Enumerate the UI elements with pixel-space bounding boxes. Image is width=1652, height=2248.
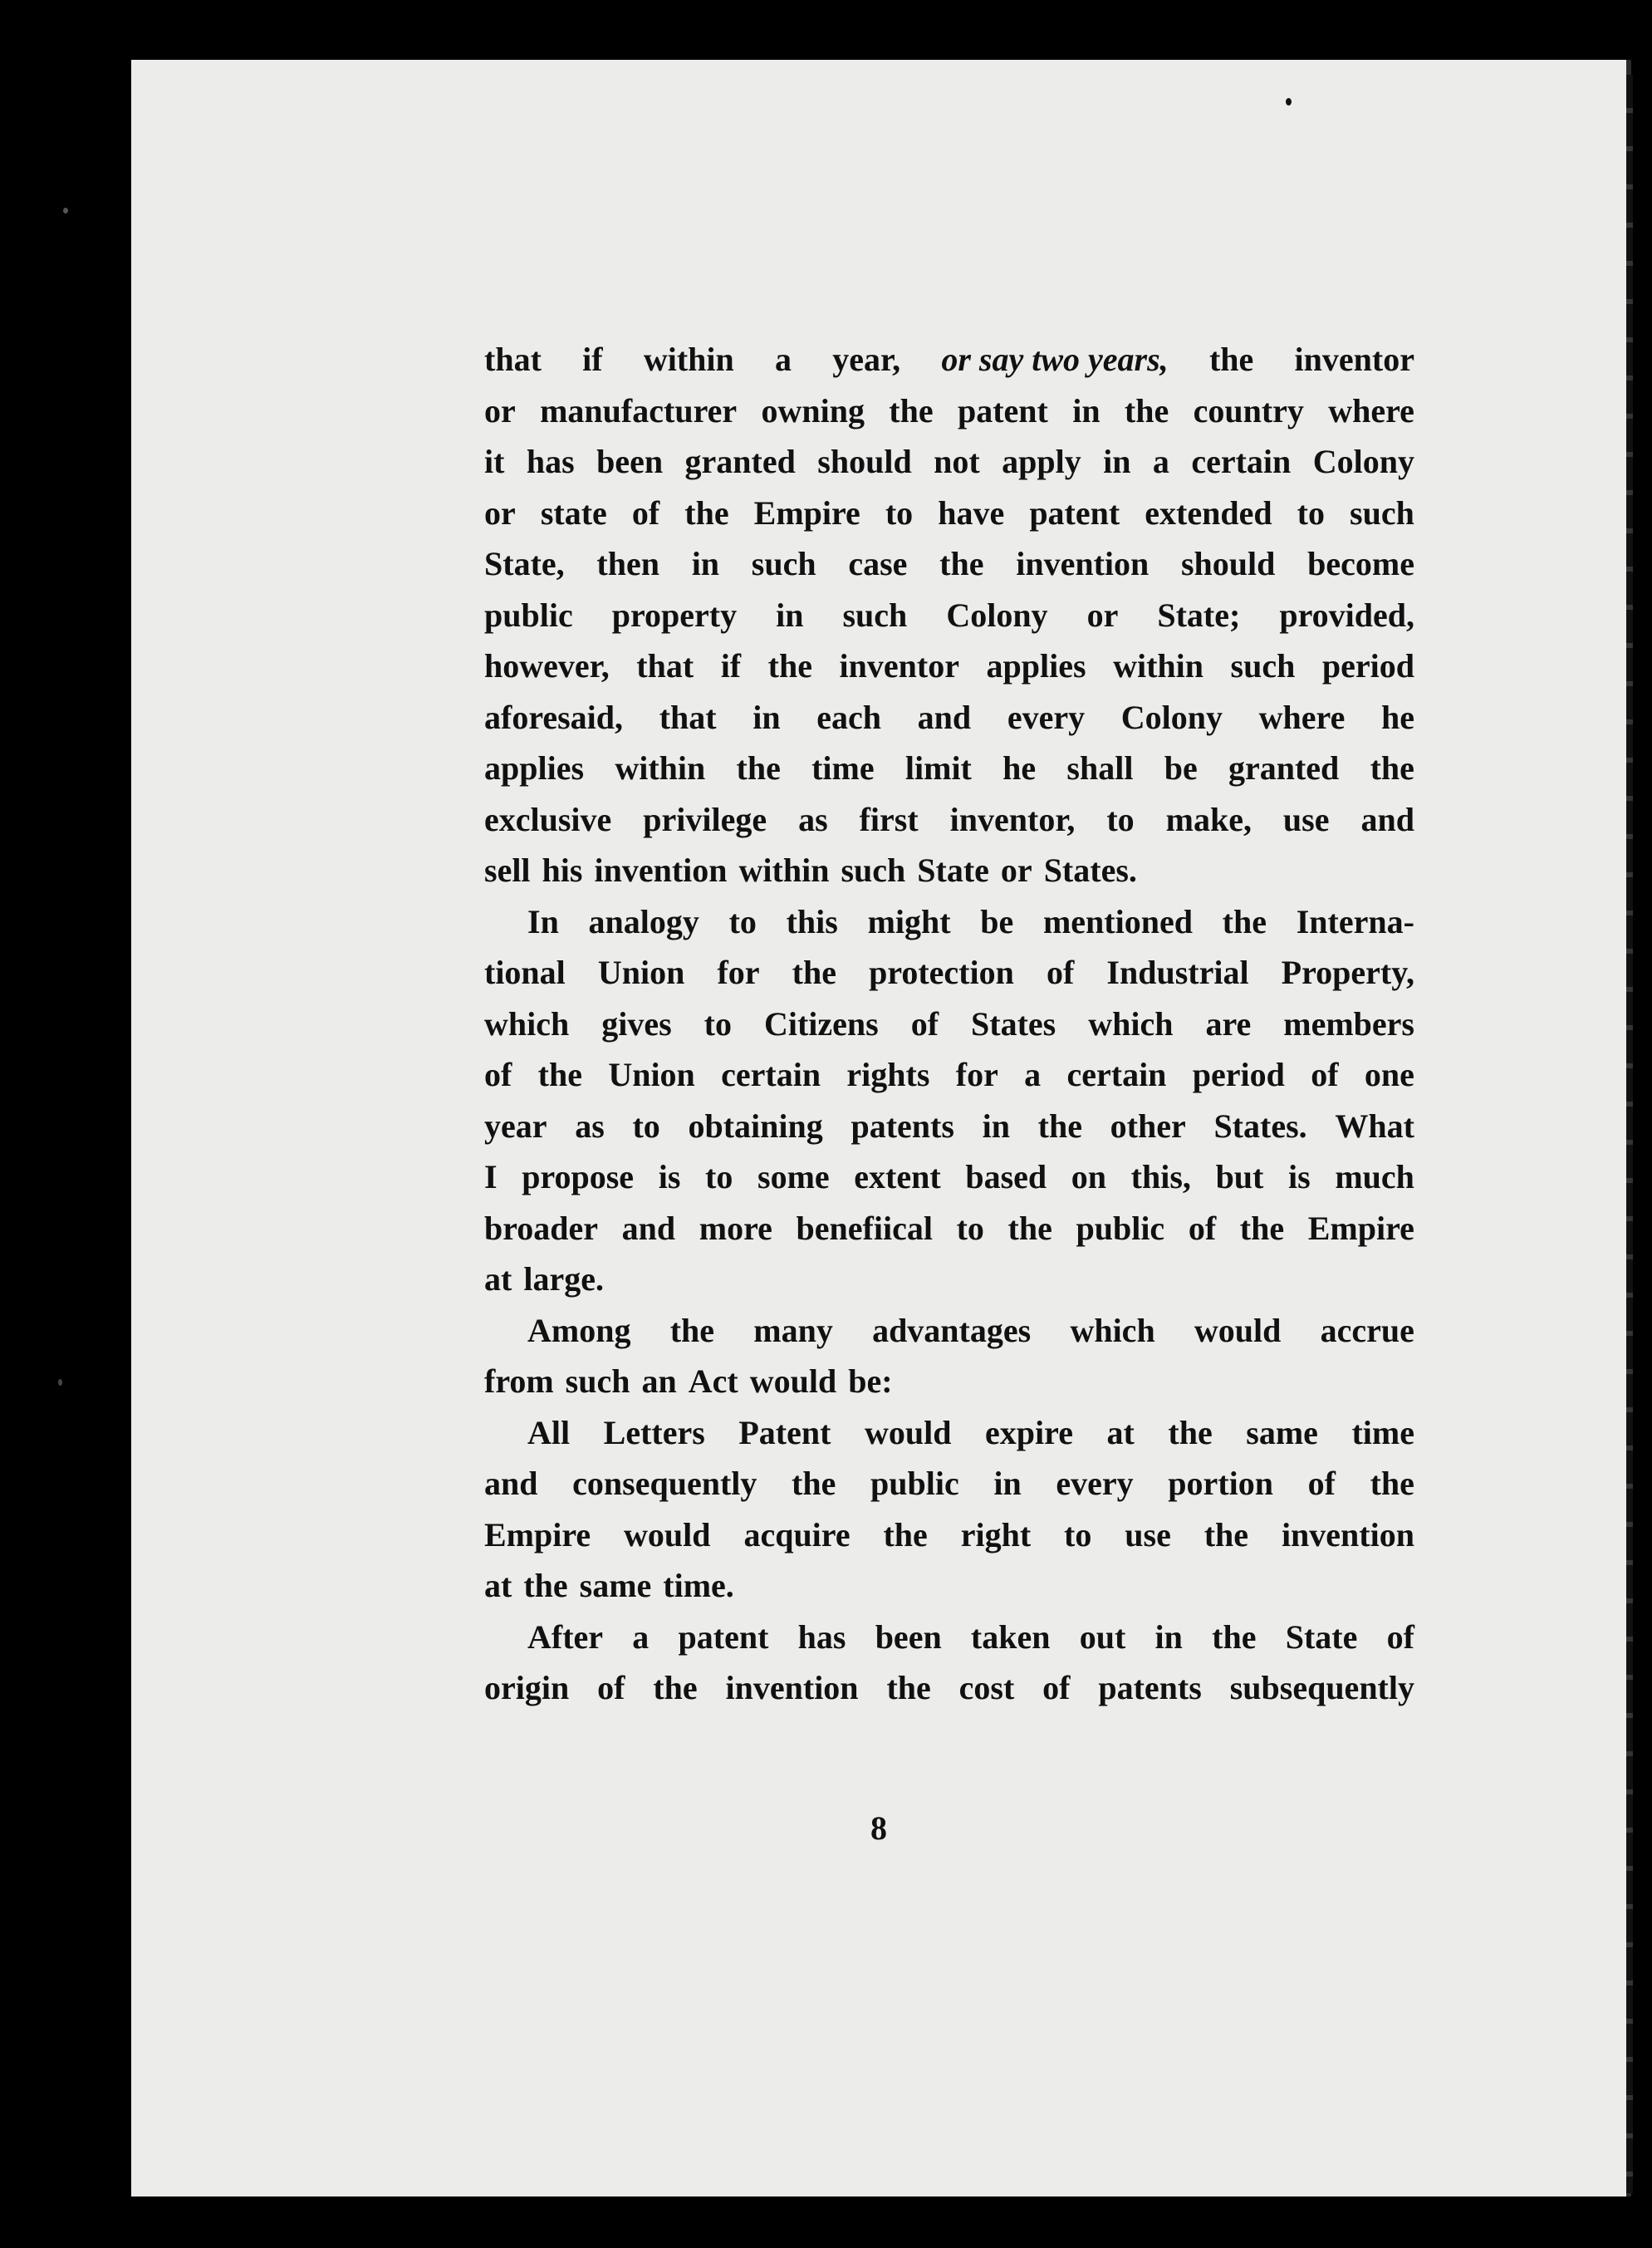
text-line [484, 1151, 1414, 1203]
word: All [527, 1413, 571, 1451]
word: of [484, 1056, 512, 1093]
word: invention [725, 1669, 859, 1706]
word: aforesaid, [484, 698, 624, 736]
word: mentioned [1042, 902, 1193, 940]
word: to [703, 1004, 732, 1043]
word: within [1113, 647, 1203, 685]
word: such [1230, 647, 1296, 685]
word: state [540, 493, 607, 532]
word: applies [986, 647, 1086, 685]
word: cost [958, 1669, 1015, 1706]
text-line [484, 1356, 1414, 1407]
word: sell [484, 852, 531, 889]
word: State [1285, 1617, 1358, 1656]
word: have [938, 493, 1005, 532]
text-line [484, 1407, 1414, 1459]
word: use [1125, 1515, 1171, 1553]
word: After [527, 1617, 604, 1656]
word: the [669, 1311, 715, 1349]
word: country [1193, 391, 1304, 429]
word: are [1205, 1004, 1252, 1043]
word: In [527, 902, 559, 940]
word: time. [663, 1567, 734, 1604]
word: patents [1098, 1669, 1202, 1706]
word: Empire [1307, 1209, 1414, 1247]
word: every [1007, 698, 1086, 736]
word: the [1124, 391, 1169, 429]
word: public [484, 596, 573, 634]
word: patent [678, 1617, 769, 1656]
word: at [484, 1567, 512, 1604]
word: where [1328, 391, 1414, 429]
word: Union [608, 1056, 695, 1093]
word: of [1386, 1617, 1414, 1656]
word: What [1335, 1107, 1414, 1145]
word: invention [1281, 1515, 1414, 1553]
word: based [965, 1158, 1047, 1195]
word: Union [597, 954, 685, 991]
text-line [484, 692, 1414, 744]
text-line [484, 1254, 1414, 1305]
word: granted [1228, 749, 1340, 787]
word: he [1002, 749, 1037, 787]
word: public [870, 1465, 959, 1502]
word: then [596, 545, 659, 582]
word: has [797, 1617, 846, 1656]
word: and [1360, 800, 1414, 838]
word: manufacturer [540, 391, 738, 429]
word: should [817, 443, 912, 480]
word: the [523, 1567, 568, 1604]
word: time [811, 749, 875, 787]
word: exclusive [484, 800, 612, 838]
word: I [484, 1158, 498, 1195]
word: Letters [603, 1413, 705, 1451]
word: would [1194, 1311, 1282, 1349]
text-line [484, 1101, 1414, 1152]
word: in [1103, 443, 1131, 480]
word: the [684, 493, 729, 532]
word: if [582, 341, 603, 378]
word: rights [846, 1056, 930, 1093]
word: of [1188, 1209, 1217, 1247]
word: for [955, 1056, 998, 1093]
word: expire [985, 1413, 1073, 1451]
text-line [484, 538, 1414, 590]
word: apply [1002, 443, 1081, 480]
text-line [484, 896, 1414, 948]
word: property [611, 596, 738, 634]
word: he [1380, 698, 1414, 736]
word: his [542, 852, 583, 889]
word: the [792, 954, 836, 991]
word: this, [1130, 1158, 1191, 1195]
word: it [484, 443, 505, 480]
word: portion [1168, 1465, 1273, 1502]
word: in [752, 698, 781, 736]
word: the [1212, 1617, 1257, 1656]
word: provided, [1279, 596, 1414, 634]
word: the [1222, 902, 1267, 940]
word: to [632, 1107, 660, 1145]
word: every [1056, 1465, 1134, 1502]
word: much [1335, 1158, 1414, 1195]
word: or [1000, 852, 1032, 889]
word: to [1064, 1515, 1092, 1553]
word: the [883, 1515, 928, 1553]
word: has [526, 443, 575, 480]
word: inventor [1294, 341, 1414, 378]
word: other [1110, 1107, 1186, 1145]
word: or [1086, 596, 1119, 634]
word: the [537, 1056, 582, 1093]
word: would [624, 1515, 711, 1553]
text-line [484, 385, 1414, 437]
word: the [1370, 749, 1414, 787]
text-line [484, 999, 1414, 1050]
text-line [484, 794, 1414, 846]
word: States. [1213, 1107, 1307, 1145]
word: inventor, [949, 800, 1076, 838]
word: State; [1157, 596, 1241, 634]
word: a [632, 1617, 650, 1656]
word: public [1076, 1209, 1165, 1247]
word: a [1152, 443, 1169, 480]
word: year, [832, 341, 901, 378]
word: of [597, 1669, 625, 1706]
word: and [917, 698, 972, 736]
word: that [484, 341, 542, 378]
word: in [691, 545, 720, 582]
word: to [1297, 493, 1325, 532]
word: at [1106, 1413, 1135, 1451]
word: a [775, 341, 792, 378]
word: origin [484, 1669, 570, 1706]
word: a [1024, 1056, 1042, 1093]
word: Empire [484, 1515, 591, 1553]
word: this [786, 902, 838, 940]
word: patents [851, 1107, 954, 1145]
word: Colony [1120, 698, 1223, 736]
word: would [749, 1362, 837, 1400]
word: where [1258, 698, 1346, 736]
word: the [1203, 1515, 1249, 1553]
word: the [1370, 1465, 1414, 1502]
word: should [1180, 545, 1276, 582]
word: for [717, 954, 760, 991]
text-line [484, 590, 1414, 641]
word: States [971, 1004, 1056, 1043]
word: consequently [572, 1465, 757, 1502]
word: owning [761, 391, 865, 429]
word: Citizens [763, 1004, 879, 1043]
word: the [1037, 1107, 1082, 1145]
word: extended [1145, 493, 1272, 532]
word: to [705, 1158, 733, 1195]
text-line [484, 436, 1414, 488]
word: State, [484, 545, 565, 582]
word: Interna- [1296, 902, 1414, 940]
word: granted [684, 443, 796, 480]
word: tional [484, 954, 566, 991]
word: time [1351, 1413, 1414, 1451]
word: many [753, 1311, 833, 1349]
word: propose [522, 1158, 635, 1195]
word: subsequently [1229, 1669, 1414, 1706]
word: of [1046, 954, 1075, 991]
word: privilege [643, 800, 767, 838]
word: which [484, 1004, 570, 1043]
word: right [960, 1515, 1032, 1553]
word: the [653, 1669, 698, 1706]
word: the [1208, 341, 1254, 378]
word: of [1311, 1056, 1339, 1093]
word: gives [601, 1004, 672, 1043]
word: in [982, 1107, 1010, 1145]
text-line [484, 1049, 1414, 1101]
word: Act [688, 1362, 738, 1400]
word: of [1307, 1465, 1336, 1502]
word: be [980, 902, 1014, 940]
word: benefiical [796, 1209, 933, 1247]
word: is [1288, 1158, 1311, 1195]
word: not [934, 443, 980, 480]
text-line [484, 641, 1414, 692]
page-number: 8 [870, 1809, 887, 1847]
scan-speck [63, 208, 68, 214]
word: case [848, 545, 908, 582]
word: analogy [588, 902, 699, 940]
word: the [792, 1465, 836, 1502]
word: year [484, 1107, 547, 1145]
word: and [621, 1209, 676, 1247]
word: the [886, 1669, 931, 1706]
word: that [636, 647, 694, 685]
word: the [767, 647, 812, 685]
word: broader [484, 1209, 599, 1247]
word: Patent [738, 1413, 831, 1451]
binding-edge [1626, 75, 1633, 2193]
word: would [865, 1413, 952, 1451]
word: Colony [946, 596, 1048, 634]
page-sheet [131, 60, 1631, 2196]
word: to [728, 902, 757, 940]
word: the [1007, 1209, 1052, 1247]
word: some [757, 1158, 830, 1195]
word: in [993, 1465, 1022, 1502]
word: such [842, 596, 908, 634]
text-line [484, 947, 1414, 999]
word: certain [1066, 1056, 1167, 1093]
word: period [1321, 647, 1414, 685]
word: Empire [753, 493, 860, 532]
word: within [615, 749, 706, 787]
word: the [889, 391, 934, 429]
word: or [484, 391, 516, 429]
word: that [659, 698, 717, 736]
word: the [939, 545, 984, 582]
word: State [917, 852, 989, 889]
text-line [484, 1203, 1414, 1254]
word: been [596, 443, 664, 480]
text-line [484, 845, 1414, 896]
scan-speck [1286, 98, 1292, 106]
word: accrue [1320, 1311, 1414, 1349]
word: as [798, 800, 828, 838]
word: States. [1043, 852, 1137, 889]
word: patent [1029, 493, 1120, 532]
text-line [484, 1305, 1414, 1357]
word: in [776, 596, 804, 634]
body-text [484, 334, 1414, 1714]
word: more [699, 1209, 772, 1247]
text-line [484, 1458, 1414, 1509]
word: obtaining [688, 1107, 823, 1145]
word: been [875, 1617, 942, 1656]
word: as [575, 1107, 605, 1145]
word: use [1282, 800, 1330, 838]
word: within [643, 341, 734, 378]
word: members [1283, 1004, 1414, 1043]
word: make, [1165, 800, 1252, 838]
word: if [720, 647, 742, 685]
word: large. [523, 1260, 604, 1298]
word: Property, [1281, 954, 1414, 991]
word: Colony [1312, 443, 1414, 480]
word: be: [848, 1362, 893, 1400]
word: Among [527, 1311, 631, 1349]
text-line [484, 1509, 1414, 1561]
word: to [885, 493, 914, 532]
word: or [484, 493, 516, 532]
word: shall [1066, 749, 1134, 787]
word: to [956, 1209, 984, 1247]
text-line [484, 1612, 1414, 1663]
word: and [484, 1465, 538, 1502]
word: such [1350, 493, 1414, 532]
word: certain [1191, 443, 1292, 480]
word: one [1364, 1056, 1414, 1093]
word: such [841, 852, 906, 889]
word: such [751, 545, 816, 582]
word: taken [970, 1617, 1051, 1656]
word: be [1164, 749, 1198, 787]
text-line [484, 743, 1414, 794]
word: the [1168, 1413, 1213, 1451]
word: extent [854, 1158, 941, 1195]
word: invention [1016, 545, 1150, 582]
word: is [658, 1158, 681, 1195]
word: out [1079, 1617, 1126, 1656]
word: period [1192, 1056, 1285, 1093]
word: patent [957, 391, 1048, 429]
word: such [565, 1362, 630, 1400]
text-line [484, 488, 1414, 539]
word: but [1215, 1158, 1264, 1195]
word: certain [721, 1056, 821, 1093]
word: at [484, 1260, 512, 1298]
word: on [1071, 1158, 1107, 1195]
word: acquire [743, 1515, 851, 1553]
word: or say two years, [941, 341, 1169, 378]
word: might [867, 902, 951, 940]
word: become [1307, 545, 1414, 582]
word: an [641, 1362, 677, 1400]
word: of [631, 493, 660, 532]
word: within [738, 852, 830, 889]
text-line [484, 1662, 1414, 1714]
word: which [1088, 1004, 1174, 1043]
word: same [1246, 1413, 1318, 1451]
word: each [816, 698, 882, 736]
word: advantages [872, 1311, 1032, 1349]
word: in [1154, 1617, 1183, 1656]
scan-speck [58, 1379, 62, 1386]
word: to [1106, 800, 1135, 838]
word: of [1042, 1669, 1071, 1706]
word: the [736, 749, 781, 787]
word: in [1072, 391, 1101, 429]
word: of [910, 1004, 939, 1043]
word: inventor [839, 647, 959, 685]
text-line [484, 334, 1414, 385]
word: protection [869, 954, 1014, 991]
word: Industrial [1106, 954, 1249, 991]
word: from [484, 1362, 554, 1400]
text-line [484, 1560, 1414, 1612]
word: the [1239, 1209, 1285, 1247]
word: first [859, 800, 919, 838]
word: limit [904, 749, 972, 787]
word: which [1070, 1311, 1155, 1349]
word: however, [484, 647, 610, 685]
word: same [579, 1567, 652, 1604]
word: invention [594, 852, 728, 889]
word: applies [484, 749, 585, 787]
